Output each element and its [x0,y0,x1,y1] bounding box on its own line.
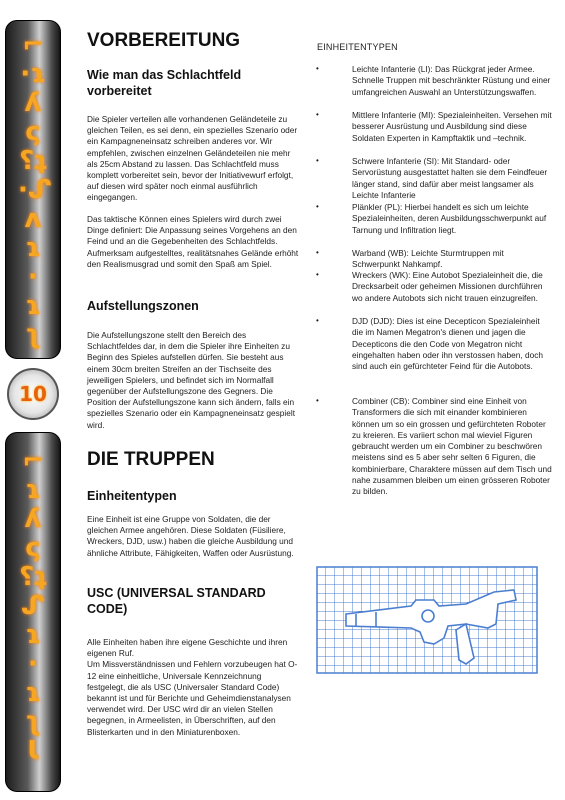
bullet: • [316,396,319,405]
bullet: • [316,156,319,165]
right-heading-einheitentypen: EINHEITENTYPEN [317,42,398,52]
paragraph-schlachtfeld-2: Das taktische Können eines Spielers wird durch zwei Dinge definiert: Die Anpassung seines Vorgehens an den Feind und an die Gegebenheiten des Schlachtfelds. Aufmerksam aufgestelltes, realitätsnahes Gelände erhöht den Realismusgrad und somit den Spaß am Spiel. [87,214,299,269]
paragraph-aufstellungszonen: Die Aufstellungszone stellt den Bereich des Schlachtfeldes dar, in dem die Spieler ihre Einheiten zu Beginn des Spieles aufstellen dürfen. Sie besteht aus einem 30cm breiten Streifen an der Tischseite des jeweiligen Spielers, und befindet sich im Normalfall gegenüber der Aufstellungszone des Gegners. Die Position der Aufstellungszone kann sich ändern, falls ein spezielles Szenario oder ein Kampagneneinsatz gespielt wird. [87,330,296,430]
bullet: • [316,316,319,325]
paragraph-einheitentypen: Eine Einheit ist eine Gruppe von Soldaten, die der gleichen Armee angehören. Diese Soldaten (Füsiliere, Wreckers, DJD, usw.) haben die gleiche Ausbildung und ähnliche Attribute, Fähigkeiten, Waffen oder Ausrüstung. [87,514,294,558]
section-title-vorbereitung: VORBEREITUNG [87,30,241,51]
subtitle-schlachtfeld: Wie man das Schlachtfeld vorbereitet [87,68,242,98]
paragraph-usc: Alle Einheiten haben ihre eigene Geschichte und ihren eigenen Ruf. Um Missverständnissen und Fehlern vorzubeugen hat O-12 eine einheitliche, Universale Kennzeichnung festgelegt, die als USC (Universaler Standard Code) bekannt ist und für Berichte und Geheimdienstanalysen verwendet wird. Der USC wird dir an vielen Stellen begegnen, in Armeelisten, in Überschriften, auf den Blisterkarten und in den Miniaturenboxen. [87,637,298,737]
bullet: • [316,248,319,257]
glyph-column-top: ⌐ ·ɿ ʎ ς ⸮ʇ ·ᔑ ʌ ɿ · ɿ ʅ [18,30,52,350]
page-number-badge [7,368,59,420]
subtitle-einheitentypen: Einheitentypen [87,489,177,503]
section-title-die-truppen: DIE TRUPPEN [87,449,215,470]
sidebar-decoration-bottom [5,432,61,792]
bullet: • [316,270,319,279]
bullet: • [316,64,319,73]
sidebar-decoration-top [5,20,61,359]
subtitle-aufstellungszonen: Aufstellungszonen [87,299,199,313]
bullet: • [316,202,319,211]
paragraph-schlachtfeld-1: Die Spieler verteilen alle vorhandenen Geländeteile zu gleichen Teilen, es sei denn, ein spezielles Szenario oder ein Kampagneneinsatz schreiben anderes vor. Wir empfehlen, zwischen einzelnen Geländeteilen nie mehr als 25cm Abstand zu lassen. Das Schlachtfeld muss komplett vorbereitet sein, bevor der Initiativewurf erfolgt, auf diesen wird später noch einmal ausführlich eingegangen. [87,114,298,203]
page-number: 10 [19,382,47,406]
glyph-column-bottom: ⌐ ɿ ʎ ς ⸮ʇ ᔑ ɿ · ɿ ʅ Ɩ [19,446,47,766]
blueprint-robot-illustration [316,566,538,674]
subtitle-usc: USC (UNIVERSAL STANDARD CODE) [87,586,266,616]
bullet: • [316,110,319,119]
